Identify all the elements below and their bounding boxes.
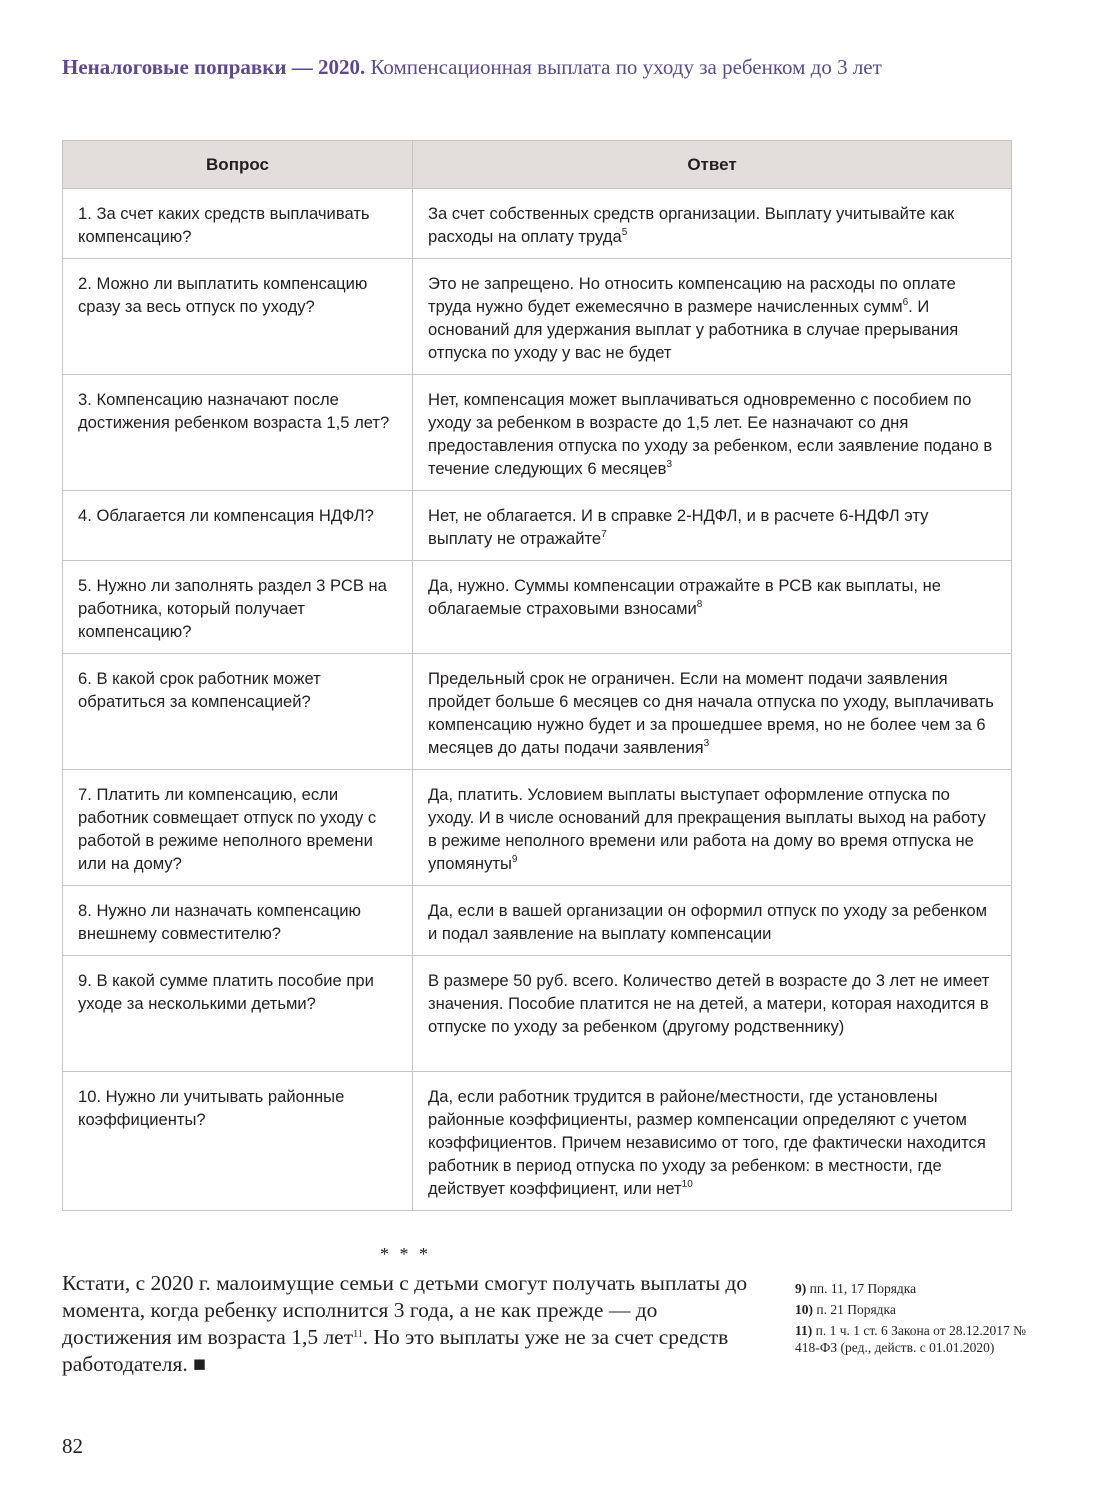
table-header-row [63,141,1012,189]
footnote [795,1280,1045,1297]
table-row [63,654,1012,770]
table-row [63,956,1012,1072]
table-row [63,491,1012,561]
question-cell: 9. В какой сумме платить пособие при уходе за несколькими детьми? [63,956,413,1072]
answer-text: Да, если в вашей организации он оформил отпуск по уходу за ребенком и подал заявление на выплату компенсации [428,901,988,943]
footnote-ref: 9 [511,854,518,865]
article-title: Компенсационная выплата по уходу за ребенком до 3 лет [370,55,882,79]
footnote-ref: 3 [666,459,673,470]
answer-cell [413,259,1012,375]
closing-paragraph [62,1270,752,1378]
table-row [63,189,1012,259]
answer-cell [413,770,1012,886]
footnote-ref: 8 [696,599,703,610]
answer-text: Нет, не облагается. И в справке 2-НДФЛ, и в расчете 6-НДФЛ эту выплату не отражайте [428,506,929,548]
section-separator: * * * [380,1244,431,1264]
footnote-ref: 6 [902,297,909,308]
footnote-ref: 5 [621,227,628,238]
footnote-number: 10) [795,1302,813,1317]
footnote-text: п. 21 Порядка [816,1302,896,1317]
question-cell: 7. Платить ли компенсацию, если работник совмещает отпуск по уходу с работой в режиме неполного времени или на дому? [63,770,413,886]
question-cell: 1. За счет каких средств выплачивать компенсацию? [63,189,413,259]
footnote-ref: 3 [703,738,710,749]
footnote-number: 11) [795,1323,813,1338]
answer-text: Да, платить. Условием выплаты выступает оформление отпуска по уходу. И в числе оснований для прекращения выплаты выход на работу в режиме неполного времени или работа на дому во время отпуска не упомянуты [428,785,986,873]
table-row [63,886,1012,956]
answer-text: В размере 50 руб. всего. Количество детей в возрасте до 3 лет не имеет значения. Пособие платится не на детей, а матери, которая находится в отпуске по уходу за ребенком (другому родственнику) [428,971,990,1036]
question-cell: 8. Нужно ли назначать компенсацию внешнему совместителю? [63,886,413,956]
question-cell: 3. Компенсацию назначают после достижения ребенком возраста 1,5 лет? [63,375,413,491]
table-row [63,1072,1012,1211]
running-head [62,52,1052,82]
answer-text: Это не запрещено. Но относить компенсацию на расходы по оплате труда нужно будет ежемесячно в размере начисленных сумм [428,274,956,316]
footnote-number: 9) [795,1281,807,1296]
question-cell: 6. В какой срок работник может обратиться за компенсацией? [63,654,413,770]
table-row [63,561,1012,654]
table-row [63,375,1012,491]
closing-text: Кстати, с 2020 г. малоимущие семьи с детьми смогут получать выплаты до момента, когда ребенку исполнится 3 года, а не как прежде — до достижения им возраста 1,5 лет [62,1271,748,1349]
footnote-ref: 11 [353,1329,363,1340]
answer-cell [413,956,1012,1072]
footnote-text: п. 1 ч. 1 ст. 6 Закона от 28.12.2017 № 418-ФЗ (ред., действ. с 01.01.2020) [795,1323,1026,1355]
answer-text-continued: . И оснований для удержания выплат у работника в случае прерывания отпуска по уходу у вас не будет [428,297,959,362]
answer-cell [413,189,1012,259]
question-cell: 10. Нужно ли учитывать районные коэффициенты? [63,1072,413,1211]
page-number: 82 [62,1434,83,1458]
closing-text-end: . Но это выплаты уже не за счет средств работодателя. ■ [62,1325,729,1376]
footnote-text: пп. 11, 17 Порядка [809,1281,917,1296]
column-header-answer: Ответ [413,141,1012,189]
answer-text: Предельный срок не ограничен. Если на момент подачи заявления пройдет больше 6 месяцев со дня начала отпуска по уходу, выплачивать компенсацию нужно будет и за прошедшее время, но не более чем за 6 месяцев до даты подачи заявления [428,669,994,757]
answer-cell [413,561,1012,654]
table-row [63,770,1012,886]
footnote-ref: 10 [681,1179,693,1190]
section-title: Неналоговые поправки — 2020. [62,55,366,79]
answer-cell [413,1072,1012,1211]
qa-table [62,140,1012,1211]
footnote-ref: 7 [601,529,607,540]
footnotes [795,1280,1045,1360]
answer-text: Да, если работник трудится в районе/местности, где установлены районные коэффициенты, размер компенсации определяют с учетом коэффициентов. Причем независимо от того, где фактически находится работник в период отпуска по уходу за ребенком: в местности, где действует коэффициент, или нет [428,1087,986,1198]
answer-cell [413,375,1012,491]
question-cell: 4. Облагается ли компенсация НДФЛ? [63,491,413,561]
answer-cell [413,491,1012,561]
answer-cell [413,886,1012,956]
column-header-question: Вопрос [63,141,413,189]
answer-text: Нет, компенсация может выплачиваться одновременно с пособием по уходу за ребенком в возрасте до 1,5 лет. Ее назначают со дня предоставления отпуска по уходу за ребенком, если заявление подано в течение следующих 6 месяцев [428,390,993,478]
question-cell: 2. Можно ли выплатить компенсацию сразу за весь отпуск по уходу? [63,259,413,375]
answer-text: Да, нужно. Суммы компенсации отражайте в РСВ как выплаты, не облагаемые страховыми взносами [428,576,942,618]
footnote [795,1301,1045,1318]
question-cell: 5. Нужно ли заполнять раздел 3 РСВ на работника, который получает компенсацию? [63,561,413,654]
answer-text: За счет собственных средств организации. Выплату учитывайте как расходы на оплату труда [428,204,955,246]
answer-cell [413,654,1012,770]
table-row [63,259,1012,375]
footnote [795,1322,1045,1356]
